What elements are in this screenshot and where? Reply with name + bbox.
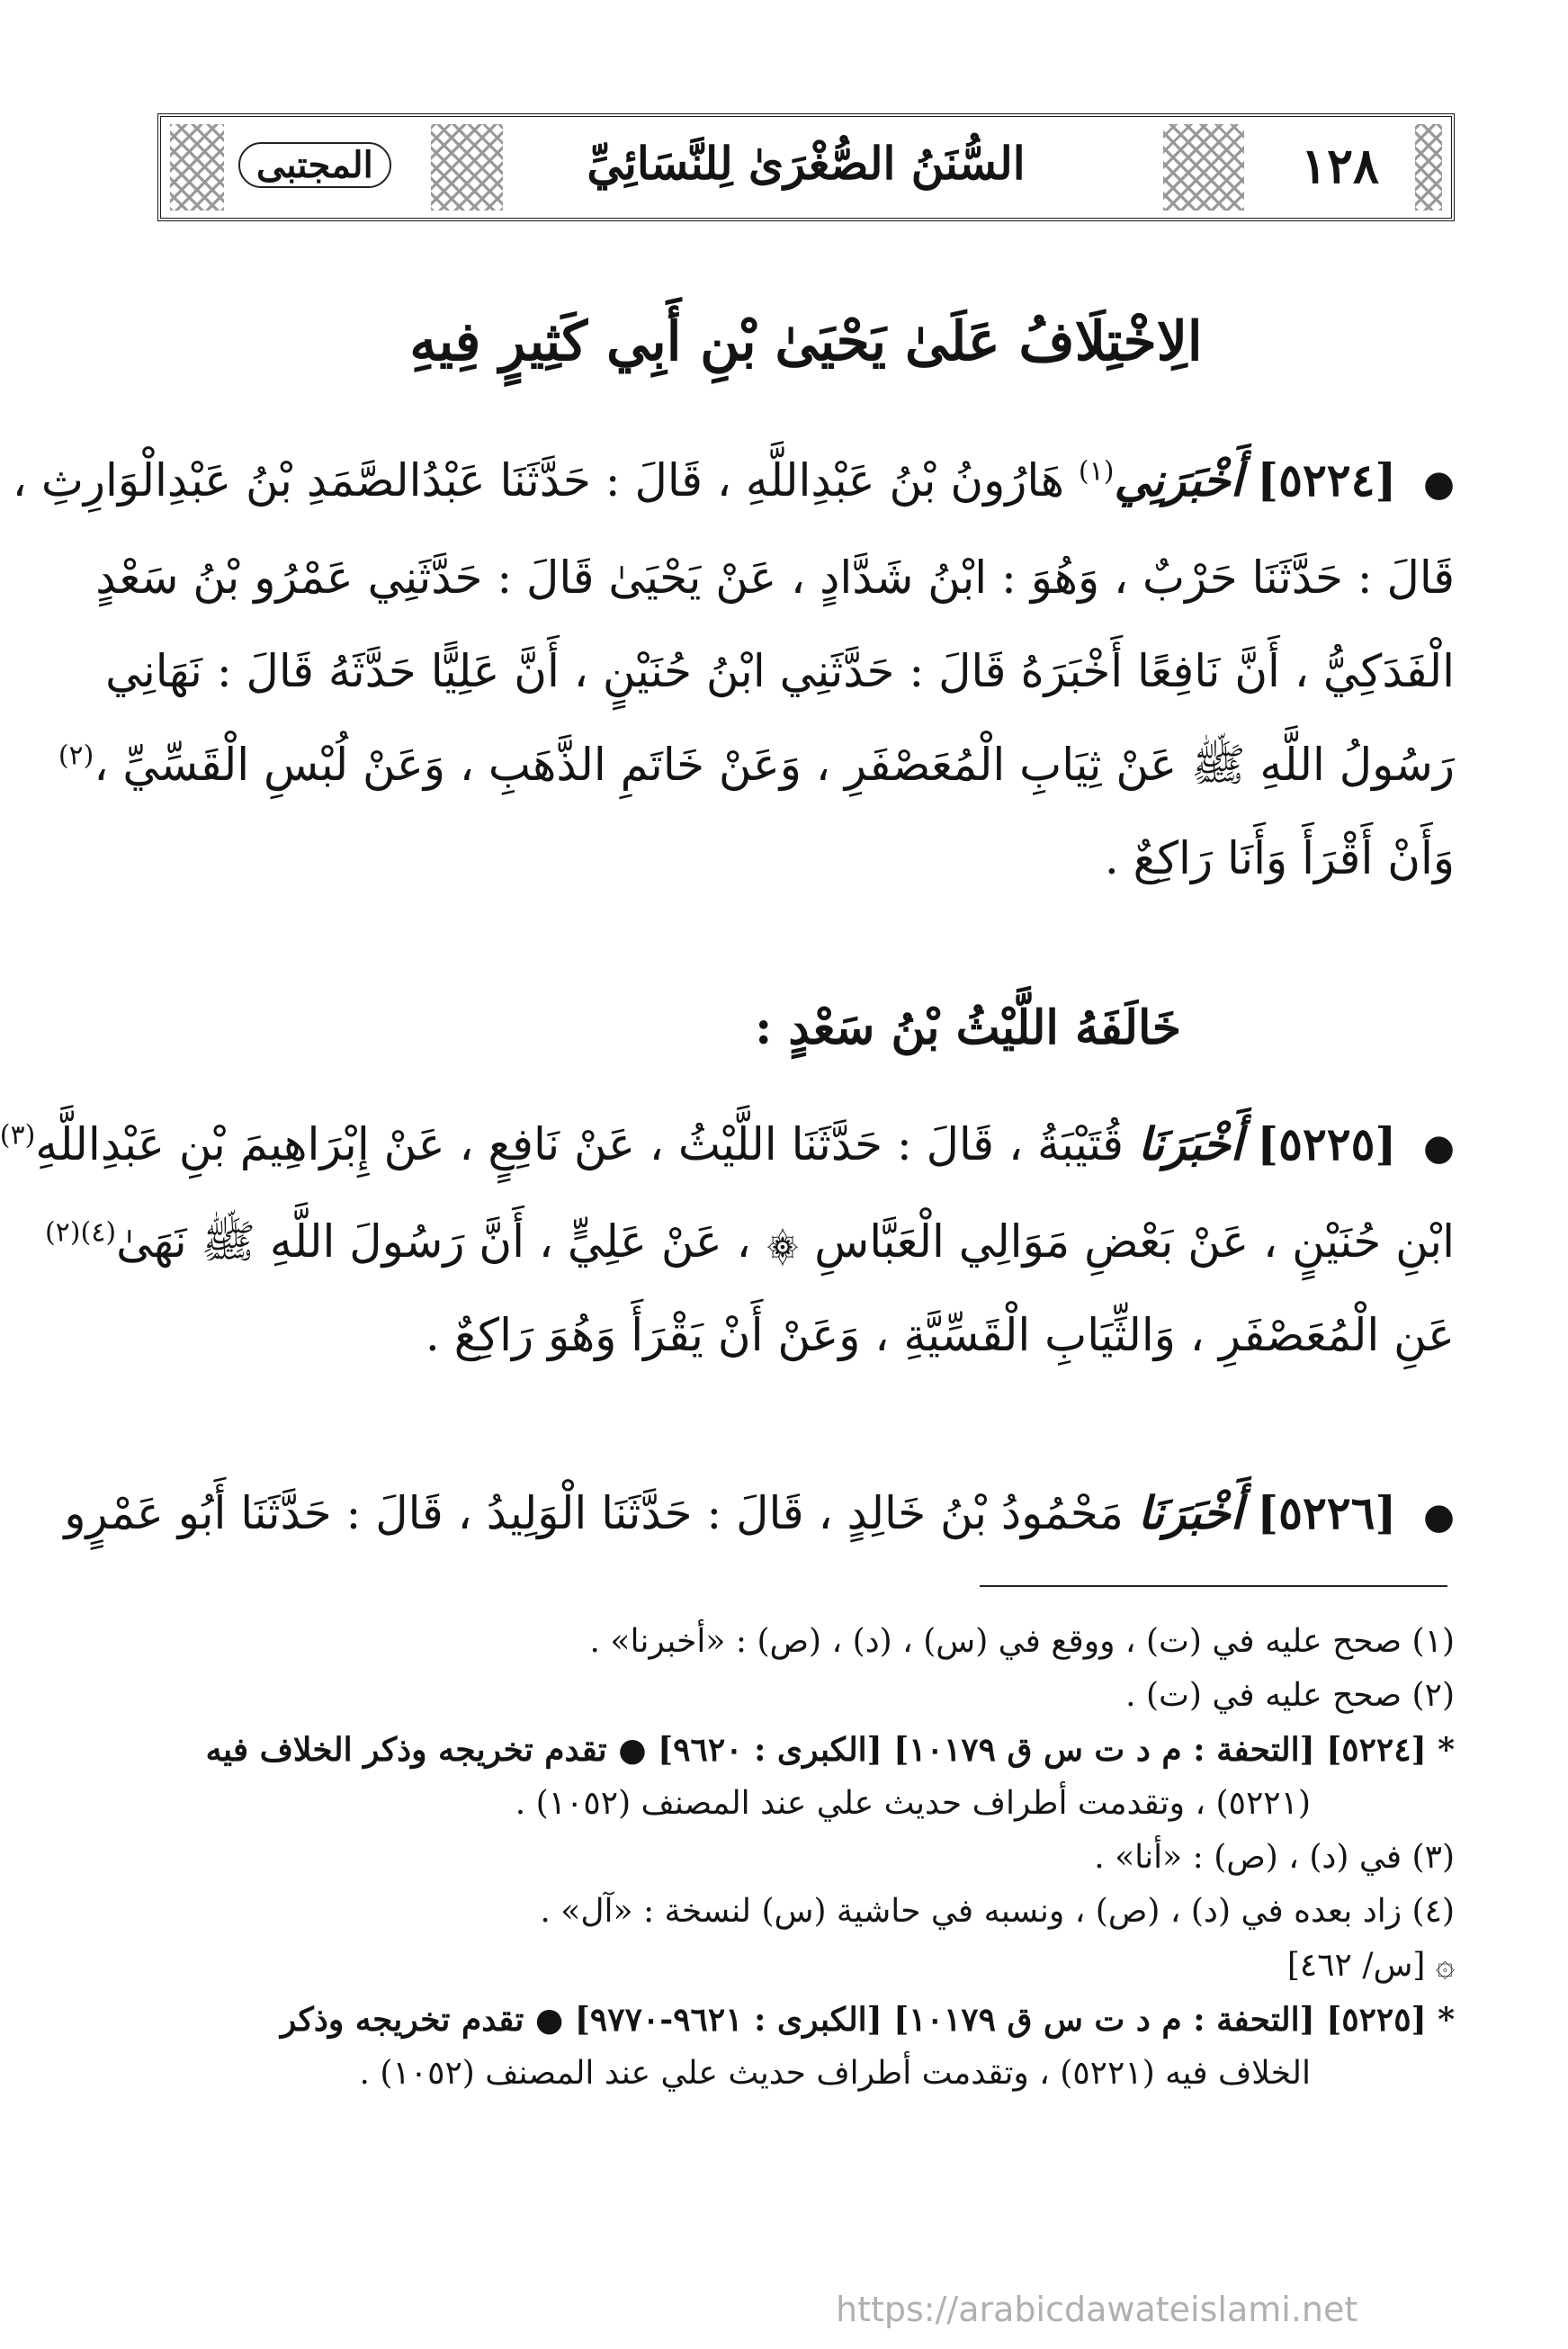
running-title: السُّنَنُ الصُّغْرَىٰ لِلنَّسَائِيِّ (587, 137, 1026, 190)
footnote-ref[interactable]: (٢) (58, 740, 94, 772)
footnote-ref[interactable]: (٢) (44, 1216, 81, 1249)
takhrij-note: * [٥٢٢٤] [التحفة : م د ت س ق ١٠١٧٩] [الكبرى : ٩٦٢٠] ● تقدم تخريجه وذكر الخلاف فيه (205, 1731, 1455, 1769)
book-label: المجتبى (238, 142, 391, 188)
hadith-line (44, 1195, 1455, 1288)
hadith-line: الْفَدَكِيُّ ، أَنَّ نَافِعًا أَخْبَرَهُ قَالَ : حَدَّثَنِي ابْنُ حُنَيْنٍ ، أَنَّ عَلِيًّا حَدَّثَهُ قَالَ : نَهَانِي (105, 645, 1455, 697)
footnote-ref[interactable]: (٤) (80, 1216, 117, 1249)
footnote: (٣) في (د) ، (ص) : «أنا» . (1094, 1839, 1455, 1876)
hadith-text: قُتَيْبَةُ ، قَالَ : حَدَّثَنَا اللَّيْثُ ، عَنْ نَافِعٍ ، عَنْ إِبْرَاهِيمَ بْنِ عَبْدِاللَّهِ (35, 1118, 1124, 1170)
hadith-text: رَسُولُ اللَّهِ ﷺ عَنْ ثِيَابِ الْمُعَصْفَرِ ، وَعَنْ خَاتَمِ الذَّهَبِ ، وَعَنْ لُبْسِ الْقَسِّيِّ ، (94, 739, 1455, 791)
footnote: (٢) صحح عليه في (ت) . (1125, 1677, 1455, 1714)
hadith-line: عَنِ الْمُعَصْفَرِ ، وَالثِّيَابِ الْقَسِّيَّةِ ، وَعَنْ أَنْ يَقْرَأَ وَهُوَ رَاكِعٌ . (425, 1309, 1455, 1361)
hadith-opening-word: أَخْبَرَنَا (1137, 1486, 1243, 1539)
page-reference: ۞ [س/ ٤٦٢] (1286, 1947, 1455, 1984)
hadith-opening-word: أَخْبَرَنَا (1137, 1117, 1243, 1170)
watermark-url: https://arabicdawateislami.net (836, 2290, 1358, 2329)
hadith-text: ابْنِ حُنَيْنٍ ، عَنْ بَعْضِ مَوَالِي الْعَبَّاسِ ۞ ، عَنْ عَلِيٍّ ، أَنَّ رَسُولَ اللَّهِ ﷺ نَهَىٰ (116, 1215, 1455, 1268)
hadith-5224 (12, 434, 1455, 905)
hadith-5225 (0, 1098, 1455, 1382)
footnotes (157, 1615, 1455, 2101)
hadith-text: مَحْمُودُ بْنُ خَالِدٍ ، قَالَ : حَدَّثَنَا الْوَلِيدُ ، قَالَ : حَدَّثَنَا أَبُو عَمْرٍو (64, 1487, 1124, 1539)
sub-heading: خَالَفَهُ اللَّيْثُ بْنُ سَعْدٍ : (755, 1000, 1181, 1055)
footnote: (٤) زاد بعده في (د) ، (ص) ، ونسبه في حاشية (س) لنسخة : «آل» . (540, 1893, 1455, 1930)
bullet-icon: ● (1423, 1496, 1455, 1538)
hadith-line (64, 1466, 1455, 1564)
bullet-icon: ● (1423, 463, 1455, 505)
takhrij-note-continuation: (٥٢٢١) ، وتقدمت أطراف حديث علي عند المصنف (١٠٥٢) . (515, 1785, 1311, 1822)
section-heading: الِاخْتِلَافُ عَلَىٰ يَحْيَىٰ بْنِ أَبِي كَثِيرٍ فِيهِ (409, 310, 1203, 373)
page-header (157, 113, 1455, 221)
hadith-opening-word: أَخْبَرَنِي (1114, 453, 1243, 507)
hadith-number: [٥٢٢٥] (1257, 1117, 1397, 1170)
hadith-5226 (64, 1466, 1455, 1564)
footnote-ref[interactable]: (٣) (0, 1119, 36, 1152)
bullet-icon: ● (1423, 1127, 1455, 1169)
hadith-number: [٥٢٢٤] (1257, 453, 1397, 507)
footnote-divider (980, 1585, 1447, 1587)
footnote: (١) صحح عليه في (ت) ، ووقع في (س) ، (د) ، (ص) : «أخبرنا» . (589, 1623, 1455, 1660)
page-number: ١٢٨ (1300, 137, 1379, 194)
hadith-line (0, 1098, 1455, 1195)
hadith-number: [٥٢٢٦] (1257, 1486, 1397, 1539)
hadith-line: قَالَ : حَدَّثَنَا حَرْبٌ ، وَهُوَ : ابْنُ شَدَّادٍ ، عَنْ يَحْيَىٰ قَالَ : حَدَّثَنِي عَمْرُو بْنُ سَعْدٍ (95, 551, 1455, 604)
hadith-line (58, 718, 1455, 811)
hadith-line: وَأَنْ أَقْرَأَ وَأَنَا رَاكِعٌ . (1104, 832, 1455, 884)
footnote-ref[interactable]: (١) (1078, 455, 1115, 488)
hadith-line (12, 434, 1455, 531)
takhrij-note: * [٥٢٢٥] [التحفة : م د ت س ق ١٠١٧٩] [الكبرى : ٩٦٢١-٩٧٧٠] ● تقدم تخريجه وذكر (280, 2001, 1455, 2039)
takhrij-note-continuation: الخلاف فيه (٥٢٢١) ، وتقدمت أطراف حديث علي عند المصنف (١٠٥٢) . (359, 2055, 1311, 2092)
hadith-text: هَارُونُ بْنُ عَبْدِاللَّهِ ، قَالَ : حَدَّثَنَا عَبْدُالصَّمَدِ بْنُ عَبْدِالْوَارِثِ ، (12, 454, 1064, 507)
